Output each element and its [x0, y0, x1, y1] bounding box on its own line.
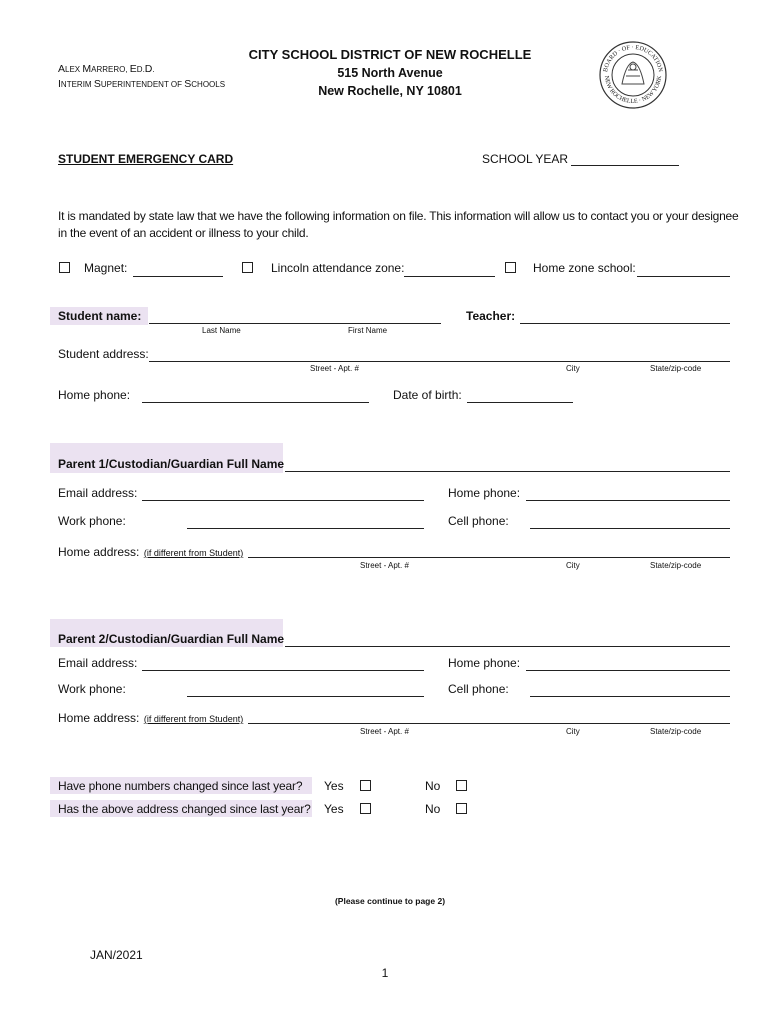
home-zone-checkbox[interactable] [505, 262, 516, 273]
parent1-street-caption: Street - Apt. # [360, 561, 409, 570]
parent1-email-label: Email address: [58, 486, 138, 500]
first-name-caption: First Name [348, 326, 388, 335]
magnet-field[interactable] [133, 276, 223, 277]
parent2-cell-phone-label: Cell phone: [448, 682, 509, 696]
role-char: CHOOLS [191, 80, 226, 89]
parent2-street-caption: Street - Apt. # [360, 727, 409, 736]
dob-label: Date of birth: [393, 388, 462, 402]
parent2-work-phone-field[interactable] [187, 696, 424, 697]
teacher-field[interactable] [520, 323, 730, 324]
home-phone-field[interactable] [142, 402, 369, 403]
name-char: D. [136, 65, 145, 74]
footer-date: JAN/2021 [90, 948, 143, 962]
district-name: CITY SCHOOL DISTRICT OF NEW ROCHELLE [248, 47, 532, 62]
parent2-if-different: (if different from Student) [143, 714, 244, 724]
parent1-address-field[interactable] [248, 557, 730, 558]
name-char: . [152, 65, 155, 74]
city-caption: City [566, 364, 580, 373]
continue-note: (Please continue to page 2) [334, 896, 446, 906]
district-street: 515 North Avenue [337, 66, 443, 80]
name-char: ARRERO, [91, 65, 130, 74]
magnet-label: Magnet: [84, 261, 128, 275]
last-name-caption: Last Name [202, 326, 241, 335]
parent2-email-label: Email address: [58, 656, 138, 670]
parent2-home-address [58, 709, 243, 727]
q2-no-checkbox[interactable] [456, 803, 467, 814]
superintendent-role [58, 74, 225, 92]
parent1-work-phone-label: Work phone: [58, 514, 126, 528]
district-city: New Rochelle, NY 10801 [318, 84, 462, 98]
parent1-home-address [58, 543, 243, 561]
role-char: I [58, 78, 61, 90]
q2-yes-label: Yes [324, 802, 344, 816]
parent2-home-phone-field[interactable] [526, 670, 730, 671]
role-char: S [184, 78, 192, 90]
parent2-work-phone-label: Work phone: [58, 682, 126, 696]
q2-no-label: No [425, 802, 441, 816]
parent1-email-field[interactable] [142, 500, 424, 501]
role-char: S [93, 78, 101, 90]
street-caption: Street - Apt. # [310, 364, 359, 373]
name-char: D [144, 63, 153, 75]
q1-label: Have phone numbers changed since last year? [58, 779, 303, 793]
page-number: 1 [381, 966, 389, 980]
parent1-title: Parent 1/Custodian/Guardian Full Name [58, 457, 285, 471]
seal-top-text: BOARD · OF · EDUCATION [602, 43, 664, 73]
parent1-home-address-label: Home address: [58, 545, 140, 559]
intro-line-1: It is mandated by state law that we have the following information on file. This information will allow us to contact you or your designee [58, 209, 739, 223]
lincoln-checkbox[interactable] [242, 262, 253, 273]
seal-bottom-text: NEW ROCHELLE · NEW YORK [602, 75, 664, 106]
magnet-checkbox[interactable] [59, 262, 70, 273]
home-phone-label: Home phone: [58, 388, 131, 402]
board-of-education-seal [598, 40, 668, 110]
parent2-home-address-label: Home address: [58, 711, 140, 725]
name-char: A [58, 63, 66, 75]
parent2-title: Parent 2/Custodian/Guardian Full Name [58, 632, 285, 646]
q1-yes-checkbox[interactable] [360, 780, 371, 791]
q2-yes-checkbox[interactable] [360, 803, 371, 814]
form-title: STUDENT EMERGENCY CARD [58, 152, 234, 166]
role-char: UPERINTENDENT OF [100, 80, 185, 89]
parent2-state-zip-caption: State/zip-code [650, 727, 702, 736]
q1-no-checkbox[interactable] [456, 780, 467, 791]
teacher-label: Teacher: [466, 309, 516, 323]
q2-label: Has the above address changed since last year? [58, 802, 311, 816]
lincoln-label: Lincoln attendance zone: [271, 261, 405, 275]
role-char: NTERIM [60, 80, 94, 89]
home-zone-label: Home zone school: [533, 261, 636, 275]
parent2-cell-phone-field[interactable] [530, 696, 730, 697]
svg-text:BOARD · OF · EDUCATION [602, 44, 664, 73]
q1-yes-label: Yes [324, 779, 344, 793]
school-year-field[interactable] [571, 165, 679, 166]
parent1-state-zip-caption: State/zip-code [650, 561, 702, 570]
parent2-home-phone-label: Home phone: [448, 656, 521, 670]
parent1-cell-phone-label: Cell phone: [448, 514, 509, 528]
parent1-if-different: (if different from Student) [143, 548, 244, 558]
lincoln-field[interactable] [404, 276, 495, 277]
q1-no-label: No [425, 779, 441, 793]
name-char: E [129, 63, 137, 75]
parent2-name-field[interactable] [285, 646, 730, 647]
parent2-address-field[interactable] [248, 723, 730, 724]
student-address-label: Student address: [58, 347, 149, 361]
home-zone-field[interactable] [637, 276, 730, 277]
parent1-cell-phone-field[interactable] [530, 528, 730, 529]
school-year-label: SCHOOL YEAR [482, 152, 569, 166]
parent1-work-phone-field[interactable] [187, 528, 424, 529]
state-zip-caption: State/zip-code [650, 364, 702, 373]
parent1-city-caption: City [566, 561, 580, 570]
parent2-email-field[interactable] [142, 670, 424, 671]
dob-field[interactable] [467, 402, 573, 403]
intro-line-2: in the event of an accident or illness to your child. [58, 226, 309, 240]
name-char: LEX [65, 65, 83, 74]
parent1-home-phone-field[interactable] [526, 500, 730, 501]
parent1-name-field[interactable] [285, 471, 730, 472]
student-name-label: Student name: [58, 309, 142, 323]
parent1-home-phone-label: Home phone: [448, 486, 521, 500]
parent2-city-caption: City [566, 727, 580, 736]
student-address-field[interactable] [149, 361, 730, 362]
name-char: M [82, 63, 92, 75]
student-name-field[interactable] [149, 323, 441, 324]
